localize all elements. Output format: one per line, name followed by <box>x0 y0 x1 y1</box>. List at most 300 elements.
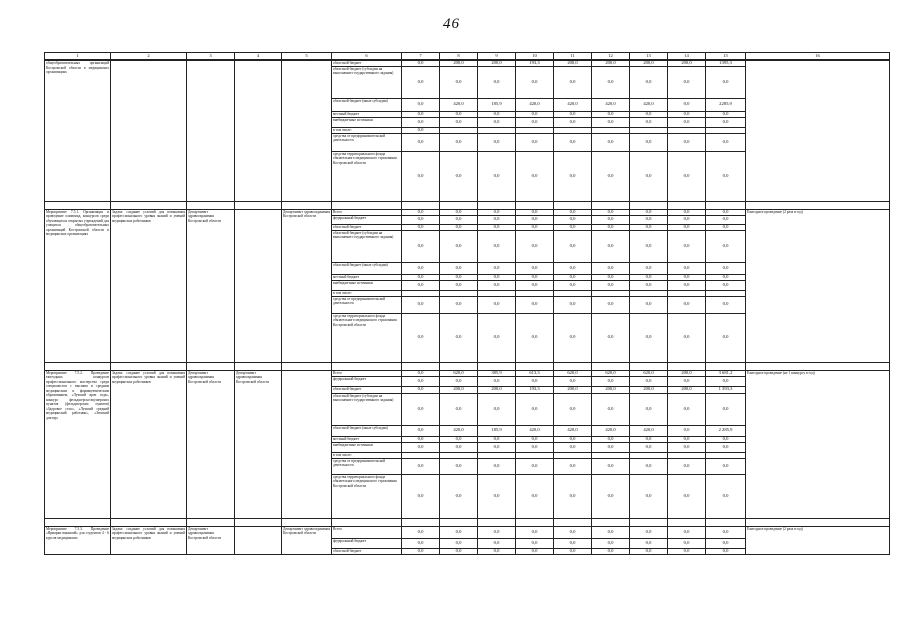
value-cell: 0,0 <box>478 274 516 280</box>
value-cell: 1395,3 <box>706 60 746 66</box>
value-cell: 3 681,2 <box>706 370 746 376</box>
funding-source-cell: федеральный бюджет <box>332 538 402 548</box>
value-cell: 0,0 <box>516 151 554 201</box>
funding-source-cell: средства территориального фонда обязательного медицинского страхования Костромской области <box>332 474 402 518</box>
empty-cell <box>440 362 478 370</box>
value-cell: 0,0 <box>478 442 516 452</box>
value-cell: 0,0 <box>706 209 746 215</box>
value-cell: 0,0 <box>478 111 516 117</box>
value-cell: 0,0 <box>478 209 516 215</box>
value-cell: 0,0 <box>706 376 746 386</box>
value-cell: 0,0 <box>706 548 746 554</box>
value-cell: 200,0 <box>440 60 478 66</box>
value-cell: 0,0 <box>592 436 630 442</box>
value-cell: 0,0 <box>516 274 554 280</box>
value-cell: 0,0 <box>402 458 440 474</box>
value-cell: 185,9 <box>478 425 516 436</box>
responsible-cell <box>187 60 235 201</box>
value-cell: 0,0 <box>516 393 554 425</box>
value-cell: 0,0 <box>630 538 668 548</box>
value-cell: 0,0 <box>668 296 706 313</box>
task-cell <box>111 60 187 201</box>
empty-cell <box>332 518 402 526</box>
value-cell: 0,0 <box>440 548 478 554</box>
value-cell: 0,0 <box>440 313 478 362</box>
funding-source-cell: в том числе: <box>332 452 402 458</box>
value-cell: 0,0 <box>554 526 592 538</box>
value-cell: 420,0 <box>554 425 592 436</box>
empty-cell <box>332 201 402 209</box>
empty-cell <box>478 362 516 370</box>
value-cell: 0,0 <box>478 538 516 548</box>
funding-source-cell: средства территориального фонда обязательного медицинского страхования Костромской области <box>332 313 402 362</box>
value-cell: 0,0 <box>668 215 706 224</box>
value-cell: 0,0 <box>592 296 630 313</box>
value-cell: 0,0 <box>630 262 668 274</box>
column4-cell <box>235 60 282 201</box>
empty-cell <box>440 518 478 526</box>
funding-source-cell: областной бюджет (иные субсидии) <box>332 262 402 274</box>
value-cell: 0,0 <box>630 393 668 425</box>
page-number: 46 <box>443 16 460 32</box>
value-cell: 0,0 <box>440 538 478 548</box>
value-cell: 420,0 <box>440 98 478 111</box>
funding-source-cell: областной бюджет <box>332 548 402 554</box>
value-cell: 0,0 <box>706 133 746 151</box>
column-number: 10 <box>516 53 554 61</box>
value-cell: 0,0 <box>554 230 592 262</box>
value-cell: 0,0 <box>440 474 478 518</box>
value-cell: 0,0 <box>516 215 554 224</box>
empty-cell <box>516 362 554 370</box>
value-cell: 0,0 <box>402 98 440 111</box>
value-cell: 0,0 <box>440 296 478 313</box>
value-cell: 0,0 <box>554 274 592 280</box>
value-cell: 200,0 <box>592 386 630 393</box>
value-cell: 0,0 <box>706 274 746 280</box>
value-cell: 0,0 <box>592 133 630 151</box>
activity-cell: Мероприятие 7.5.3. Проведение «Ярмарки вакансий» для студентов 4 - 6 курсов медицинских <box>45 526 111 554</box>
funding-source-cell: местный бюджет <box>332 274 402 280</box>
value-cell: 0,0 <box>630 230 668 262</box>
empty-cell <box>282 201 332 209</box>
value-cell: 0,0 <box>402 230 440 262</box>
column-number: 16 <box>746 53 890 61</box>
value-cell: 200,0 <box>554 60 592 66</box>
value-cell: 0,0 <box>402 425 440 436</box>
note-cell <box>746 60 890 201</box>
value-cell: 385,9 <box>478 370 516 376</box>
value-cell: 0,0 <box>630 458 668 474</box>
value-cell: 0,0 <box>706 224 746 230</box>
value-cell: 0,0 <box>706 230 746 262</box>
value-cell: 0,0 <box>478 224 516 230</box>
value-cell: 0,0 <box>440 111 478 117</box>
value-cell: 0,0 <box>440 230 478 262</box>
value-cell: 0,0 <box>478 117 516 127</box>
value-cell: 0,0 <box>630 526 668 538</box>
value-cell: 0,0 <box>516 66 554 98</box>
value-cell: 0,0 <box>478 526 516 538</box>
value-cell: 0,0 <box>668 526 706 538</box>
column-number: 3 <box>187 53 235 61</box>
value-cell: 0,0 <box>592 474 630 518</box>
participants-cell: Департамент здравоохранения Костромской области <box>282 209 332 362</box>
value-cell: 0,0 <box>440 133 478 151</box>
value-cell: 0,0 <box>668 538 706 548</box>
section-separator <box>45 201 890 209</box>
value-cell: 0,0 <box>516 526 554 538</box>
empty-cell <box>111 201 187 209</box>
empty-cell <box>706 362 746 370</box>
value-cell: 0,0 <box>516 313 554 362</box>
value-cell: 0,0 <box>592 538 630 548</box>
funding-source-cell: областной бюджет (иные субсидии) <box>332 425 402 436</box>
column-number: 6 <box>332 53 402 61</box>
participants-cell: Департамент здравоохранения Костромской области <box>282 526 332 554</box>
value-cell: 0,0 <box>592 215 630 224</box>
activity-cell: Мероприятие 7.5.2. Проведение ежегодных конкурсов профессионального мастерства среди специалистов с высшим и средним медицинским и фармацевтическим образованием, «Лучший врач года», конкурс фельдшерско-акушерских пунктов (фельдшерских пунктов) «Здоровое село», «Лучший средний медицинский работник», «Земский доктор» <box>45 370 111 518</box>
funding-source-cell: в том числе: <box>332 127 402 133</box>
value-cell: 0,0 <box>592 262 630 274</box>
empty-cell <box>187 201 235 209</box>
value-cell: 420,0 <box>592 425 630 436</box>
value-cell: 0,0 <box>402 386 440 393</box>
value-cell: 0,0 <box>668 224 706 230</box>
empty-cell <box>592 201 630 209</box>
value-cell: 200,0 <box>668 370 706 376</box>
empty-cell <box>746 362 890 370</box>
funding-source-cell: областной бюджет <box>332 386 402 393</box>
value-cell: 193,3 <box>516 60 554 66</box>
value-cell: 0,0 <box>554 117 592 127</box>
value-cell: 0,0 <box>630 66 668 98</box>
value-cell: 0,0 <box>668 425 706 436</box>
value-cell: 0,0 <box>592 393 630 425</box>
empty-cell <box>554 362 592 370</box>
funding-source-cell: Всего <box>332 526 402 538</box>
value-cell: 0,0 <box>440 66 478 98</box>
column4-cell <box>235 526 282 554</box>
empty-cell <box>111 518 187 526</box>
value-cell: 0,0 <box>478 230 516 262</box>
value-cell: 0,0 <box>402 209 440 215</box>
value-cell: 0,0 <box>592 111 630 117</box>
section-separator <box>45 362 890 370</box>
value-cell: 0,0 <box>668 66 706 98</box>
empty-cell <box>45 518 111 526</box>
value-cell: 0,0 <box>592 117 630 127</box>
value-cell: 0,0 <box>440 442 478 452</box>
value-cell: 0,0 <box>706 215 746 224</box>
program-table <box>44 52 890 555</box>
value-cell: 0,0 <box>630 548 668 554</box>
value-cell: 0,0 <box>668 548 706 554</box>
funding-source-cell: внебюджетные источники <box>332 117 402 127</box>
value-cell: 0,0 <box>630 209 668 215</box>
value-cell: 0,0 <box>554 151 592 201</box>
task-cell: Задача: создание условий для повышения профессионального уровня знаний и умений медицинских работников <box>111 526 187 554</box>
participants-cell <box>282 60 332 201</box>
value-cell: 0,0 <box>478 458 516 474</box>
value-cell: 0,0 <box>478 262 516 274</box>
empty-cell <box>235 201 282 209</box>
value-cell: 0,0 <box>478 296 516 313</box>
value-cell: 0,0 <box>630 376 668 386</box>
empty-cell <box>554 201 592 209</box>
empty-cell <box>592 518 630 526</box>
column-number: 12 <box>592 53 630 61</box>
responsible-cell: Департамент здравоохранения Костромской области <box>187 526 235 554</box>
value-cell: 185,9 <box>478 98 516 111</box>
value-cell: 0,0 <box>402 274 440 280</box>
empty-cell <box>235 362 282 370</box>
value-cell: 0,0 <box>478 474 516 518</box>
empty-cell <box>402 518 440 526</box>
value-cell: 420,0 <box>440 425 478 436</box>
value-cell: 0,0 <box>706 458 746 474</box>
value-cell: 0,0 <box>592 274 630 280</box>
responsible-cell: Департамент здравоохранения Костромской области <box>187 209 235 362</box>
value-cell: 0,0 <box>630 133 668 151</box>
value-cell: 0,0 <box>630 151 668 201</box>
value-cell: 0,0 <box>706 474 746 518</box>
funding-source-cell: местный бюджет <box>332 111 402 117</box>
empty-cell <box>332 362 402 370</box>
funding-source-cell: Всего <box>332 209 402 215</box>
column-number: 4 <box>235 53 282 61</box>
value-cell: 0,0 <box>668 209 706 215</box>
value-cell: 0,0 <box>440 151 478 201</box>
value-cell: 0,0 <box>668 274 706 280</box>
empty-cell <box>746 518 890 526</box>
value-cell: 1 393,3 <box>706 386 746 393</box>
empty-cell <box>630 201 668 209</box>
value-cell: 0,0 <box>668 111 706 117</box>
value-cell: 0,0 <box>668 133 706 151</box>
column-number: 13 <box>630 53 668 61</box>
empty-cell <box>516 518 554 526</box>
value-cell: 0,0 <box>478 548 516 554</box>
value-cell: 0,0 <box>402 111 440 117</box>
empty-cell <box>402 362 440 370</box>
value-cell: 0,0 <box>516 133 554 151</box>
value-cell: 0,0 <box>592 526 630 538</box>
value-cell: 0,0 <box>478 376 516 386</box>
value-cell: 0,0 <box>516 111 554 117</box>
value-cell: 620,0 <box>630 370 668 376</box>
value-cell: 0,0 <box>402 151 440 201</box>
task-cell: Задача: создание условий для повышения профессионального уровня знаний и умений медицинских работников <box>111 209 187 362</box>
value-cell: 0,0 <box>592 66 630 98</box>
value-cell: 0,0 <box>592 548 630 554</box>
empty-cell <box>402 201 440 209</box>
value-cell: 0,0 <box>668 262 706 274</box>
empty-cell <box>45 362 111 370</box>
activity-cell: общеобразовательных организаций Костромской области в медицинских организациях <box>45 60 111 201</box>
value-cell: 0,0 <box>592 458 630 474</box>
value-cell: 0,0 <box>592 376 630 386</box>
value-cell: 0,0 <box>516 442 554 452</box>
participants-cell <box>282 370 332 518</box>
column-number: 15 <box>706 53 746 61</box>
value-cell: 0,0 <box>402 117 440 127</box>
column-number: 14 <box>668 53 706 61</box>
empty-cell <box>630 362 668 370</box>
value-cell: 0,0 <box>554 376 592 386</box>
value-cell: 0,0 <box>668 474 706 518</box>
value-cell: 0,0 <box>440 393 478 425</box>
value-cell: 200,0 <box>440 386 478 393</box>
value-cell: 0,0 <box>668 98 706 111</box>
value-cell: 0,0 <box>402 376 440 386</box>
value-cell: 0,0 <box>516 474 554 518</box>
funding-source-cell: средства от предпринимательской деятельности <box>332 458 402 474</box>
value-cell: 0,0 <box>706 111 746 117</box>
value-cell: 0,0 <box>706 313 746 362</box>
value-cell: 0,0 <box>630 442 668 452</box>
value-cell: 0,0 <box>516 436 554 442</box>
empty-cell <box>440 201 478 209</box>
value-cell: 0,0 <box>554 458 592 474</box>
value-cell: 0,0 <box>554 262 592 274</box>
funding-source-cell: Всего <box>332 370 402 376</box>
empty-cell <box>706 201 746 209</box>
value-cell: 0,0 <box>402 370 440 376</box>
value-cell: 0,0 <box>478 215 516 224</box>
value-cell: 0,0 <box>478 133 516 151</box>
value-cell: 0,0 <box>706 117 746 127</box>
value-cell: 620,0 <box>592 370 630 376</box>
value-cell: 0,0 <box>592 313 630 362</box>
value-cell: 0,0 <box>516 538 554 548</box>
value-cell: 0,0 <box>440 215 478 224</box>
value-cell: 0,0 <box>630 436 668 442</box>
value-cell: 0,0 <box>516 117 554 127</box>
value-cell: 0,0 <box>630 224 668 230</box>
value-cell: 0,0 <box>516 458 554 474</box>
value-cell: 0,0 <box>668 230 706 262</box>
value-cell: 0,0 <box>440 436 478 442</box>
funding-source-cell: в том числе: <box>332 290 402 296</box>
empty-cell <box>282 518 332 526</box>
value-cell: 0,0 <box>630 313 668 362</box>
empty-cell <box>592 362 630 370</box>
funding-source-cell: средства от предпринимательской деятельности <box>332 133 402 151</box>
empty-cell <box>45 201 111 209</box>
funding-source-cell: областной бюджет <box>332 224 402 230</box>
empty-cell <box>187 518 235 526</box>
column-number: 2 <box>111 53 187 61</box>
table-row <box>45 526 890 538</box>
value-cell: 0,0 <box>402 60 440 66</box>
value-cell: 420,0 <box>630 425 668 436</box>
value-cell: 0,0 <box>592 209 630 215</box>
funding-source-cell: внебюджетные источники <box>332 442 402 452</box>
value-cell: 0,0 <box>440 458 478 474</box>
value-cell: 200,0 <box>630 386 668 393</box>
value-cell: 0,0 <box>516 224 554 230</box>
value-cell: 0,0 <box>630 274 668 280</box>
column-number: 7 <box>402 53 440 61</box>
value-cell: 0,0 <box>554 548 592 554</box>
value-cell: 0,0 <box>440 376 478 386</box>
empty-cell <box>516 201 554 209</box>
value-cell: 200,0 <box>592 60 630 66</box>
activity-cell: Мероприятие 7.5.1. Организация и проведение олимпиад, конкурсов среди обучающихся открытых учреждений для учащихся общеобразовательных организаций Костромской области в медицинских организациях <box>45 209 111 362</box>
value-cell: 0,0 <box>592 230 630 262</box>
task-cell: Задача: создание условий для повышения профессионального уровня знаний и умений медицинских работников <box>111 370 187 518</box>
value-cell: 620,0 <box>554 370 592 376</box>
value-cell: 0,0 <box>706 151 746 201</box>
value-cell: 0,0 <box>516 280 554 290</box>
funding-source-cell: федеральный бюджет <box>332 376 402 386</box>
value-cell: 0,0 <box>554 224 592 230</box>
value-cell: 0,0 <box>706 436 746 442</box>
responsible-cell: Департамент здравоохранения Костромской области <box>187 370 235 518</box>
value-cell: 0,0 <box>706 280 746 290</box>
value-cell: 0,0 <box>402 526 440 538</box>
funding-source-cell: средства территориального фонда обязательного медицинского страхования Костромской области <box>332 151 402 201</box>
empty-cell <box>187 362 235 370</box>
value-cell: 0,0 <box>706 262 746 274</box>
value-cell: 613,3 <box>516 370 554 376</box>
value-cell: 0,0 <box>554 215 592 224</box>
value-cell: 0,0 <box>516 209 554 215</box>
empty-cell <box>282 362 332 370</box>
value-cell: 420,0 <box>630 98 668 111</box>
value-cell: 0,0 <box>706 538 746 548</box>
column-number: 5 <box>282 53 332 61</box>
funding-source-cell: внебюджетные источники <box>332 280 402 290</box>
value-cell: 0,0 <box>402 296 440 313</box>
value-cell: 0,0 <box>554 313 592 362</box>
value-cell: 420,0 <box>516 98 554 111</box>
note-cell: Ежегодное проведение (2 раза в год) <box>746 526 890 554</box>
value-cell: 0,0 <box>554 474 592 518</box>
empty-cell <box>746 201 890 209</box>
value-cell: 0,0 <box>440 224 478 230</box>
funding-source-cell: областной бюджет (иные субсидии) <box>332 98 402 111</box>
value-cell: 0,0 <box>402 224 440 230</box>
value-cell: 0,0 <box>668 442 706 452</box>
value-cell: 0,0 <box>630 474 668 518</box>
value-cell: 0,0 <box>554 538 592 548</box>
value-cell: 200,0 <box>478 386 516 393</box>
empty-cell <box>630 518 668 526</box>
funding-source-cell: средства от предпринимательской деятельности <box>332 296 402 313</box>
value-cell: 0,0 <box>668 117 706 127</box>
funding-source-cell: федеральный бюджет <box>332 215 402 224</box>
column-number-row <box>45 53 890 61</box>
value-cell: 0,0 <box>630 117 668 127</box>
value-cell: 200,0 <box>554 386 592 393</box>
value-cell: 0,0 <box>668 458 706 474</box>
value-cell: 0,0 <box>440 274 478 280</box>
value-cell: 0,0 <box>440 262 478 274</box>
funding-source-cell: областной бюджет (субсидии на выполнение государственного задания) <box>332 66 402 98</box>
value-cell: 0,0 <box>478 66 516 98</box>
value-cell: 193,3 <box>516 386 554 393</box>
value-cell: 0,0 <box>554 436 592 442</box>
empty-cell <box>111 362 187 370</box>
value-cell: 0,0 <box>478 151 516 201</box>
value-cell: 0,0 <box>402 280 440 290</box>
value-cell: 0,0 <box>668 436 706 442</box>
value-cell: 0,0 <box>440 117 478 127</box>
column-number: 8 <box>440 53 478 61</box>
column-number: 1 <box>45 53 111 61</box>
